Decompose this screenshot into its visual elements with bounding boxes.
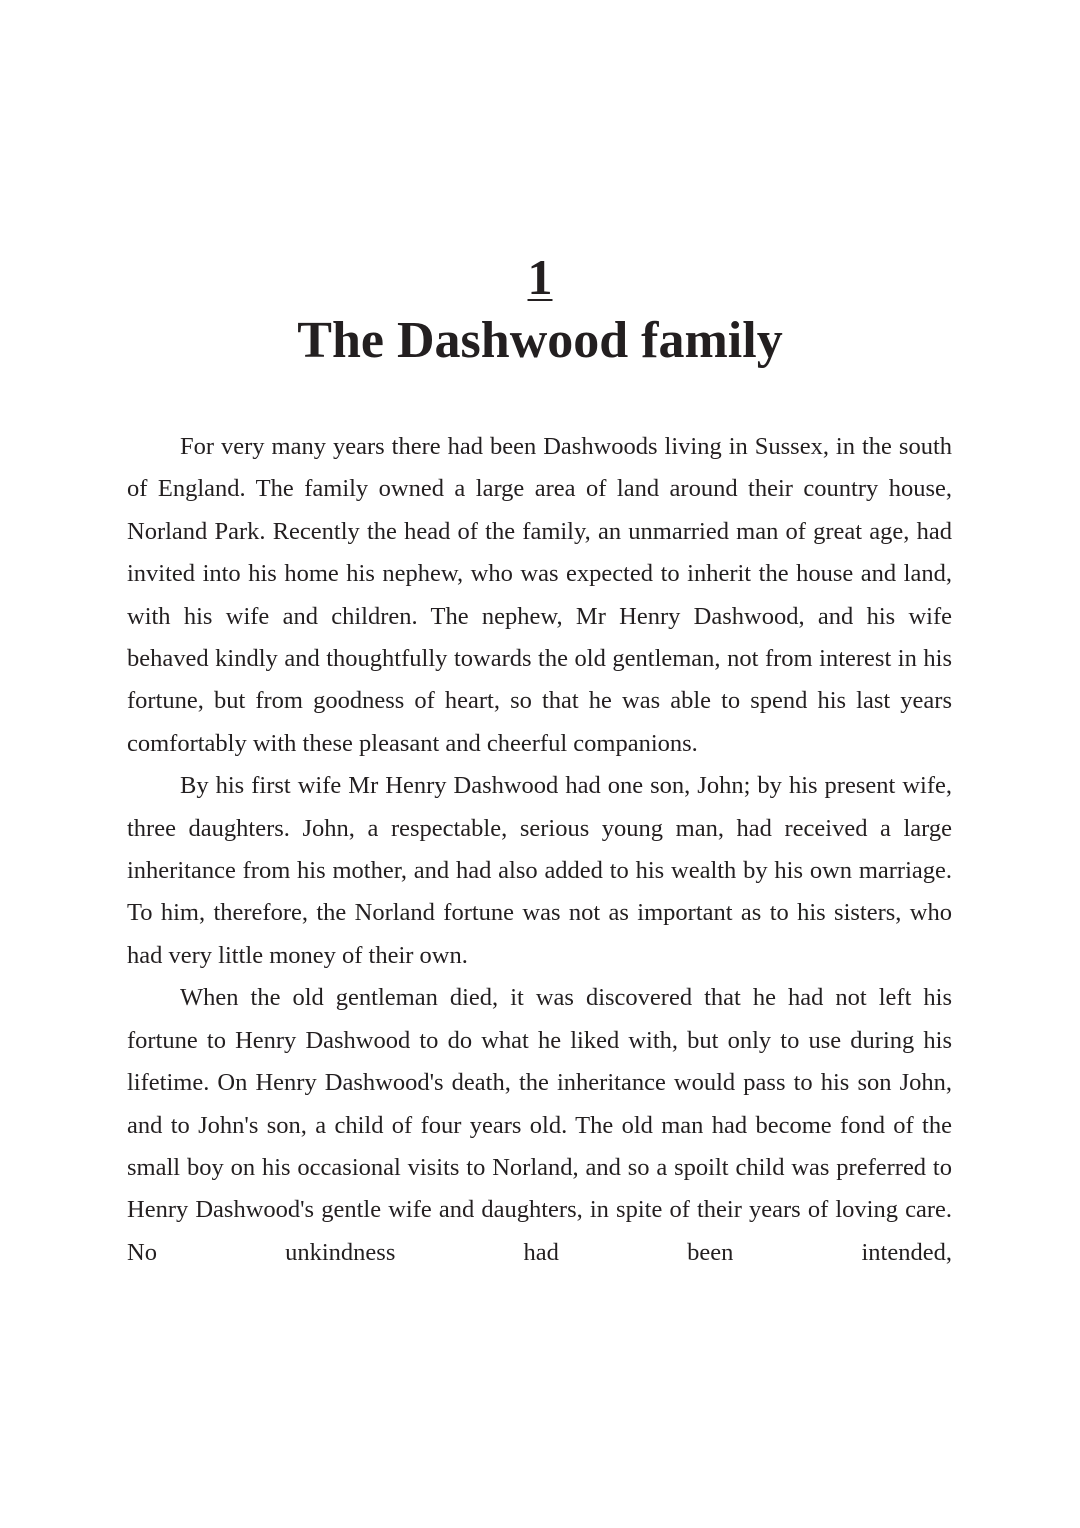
chapter-number-text: 1 [527, 249, 553, 305]
paragraph-1: For very many years there had been Dashwoods living in Sussex, in the south of England. The family owned a large area of land around their country house, Norland Park. Recently the head of the family, an unmarried man of great age, had invited into his home his nephew, who was expected to inherit the house and land, with his wife and children. The nephew, Mr Henry Dashwood, and his wife behaved kindly and thoughtfully towards the old gentleman, not from interest in his fortune, but from goodness of heart, so that he was able to spend his last years comfortably with these pleasant and cheerful companions. [127, 433, 952, 757]
paragraph-2: By his first wife Mr Henry Dashwood had one son, John; by his present wife, three daughters. John, a respectable, serious young man, had received a large inheritance from his mother, and had also added to his wealth by his own marriage. To him, therefore, the Norland fortune was not as important as to his sisters, who had very little money of their own. [127, 772, 952, 969]
paragraph-3: When the old gentleman died, it was discovered that he had not left his fortune to Henry Dashwood to do what he liked with, but only to use during his lifetime. On Henry Dashwood's death, the inheritance would pass to his son John, and to John's son, a child of four years old. The old man had become fond of the small boy on his occasional visits to Norland, and so a spoilt child was preferred to Henry Dashwood's gentle wife and daughters, in spite of their years of loving care. No unkindness had been intended, [127, 984, 952, 1266]
chapter-title: The Dashwood family [297, 312, 783, 369]
chapter-number [0, 248, 1080, 306]
chapter-body [127, 426, 952, 1274]
